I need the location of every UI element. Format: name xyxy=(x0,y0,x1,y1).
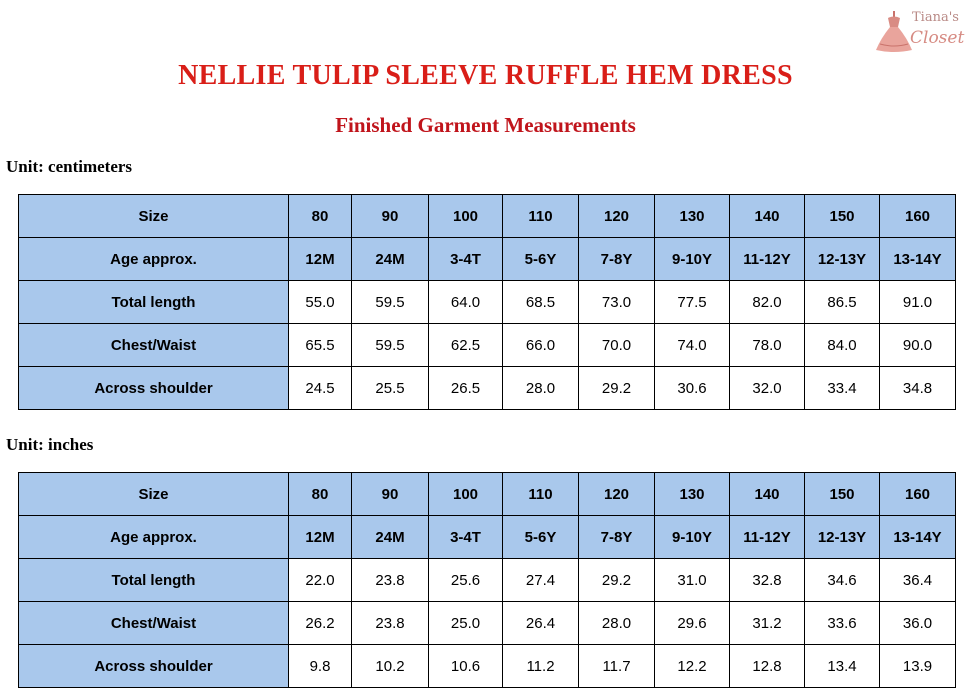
age-cell: 24M xyxy=(352,516,429,559)
value-cell: 25.0 xyxy=(429,602,503,645)
table-row xyxy=(19,281,956,324)
dress-icon xyxy=(874,10,914,52)
measurement-table-cm xyxy=(18,194,956,410)
size-cell: 100 xyxy=(429,195,503,238)
age-cell: 9-10Y xyxy=(655,516,730,559)
value-cell: 29.6 xyxy=(655,602,730,645)
size-cell: 160 xyxy=(880,473,956,516)
age-row xyxy=(19,238,956,281)
value-cell: 77.5 xyxy=(655,281,730,324)
value-cell: 33.6 xyxy=(805,602,880,645)
value-cell: 23.8 xyxy=(352,602,429,645)
page-title: NELLIE TULIP SLEEVE RUFFLE HEM DRESS xyxy=(178,60,793,91)
age-row xyxy=(19,516,956,559)
size-cell: 160 xyxy=(880,195,956,238)
measurement-table-inches xyxy=(18,472,956,688)
value-cell: 34.6 xyxy=(805,559,880,602)
age-cell: 3-4T xyxy=(429,238,503,281)
size-cell: 130 xyxy=(655,473,730,516)
value-cell: 78.0 xyxy=(730,324,805,367)
logo-text-top: Tiana's xyxy=(912,10,959,25)
unit-label-inches: Unit: inches xyxy=(6,435,94,454)
value-cell: 26.2 xyxy=(289,602,352,645)
value-cell: 26.4 xyxy=(503,602,579,645)
value-cell: 68.5 xyxy=(503,281,579,324)
value-cell: 31.2 xyxy=(730,602,805,645)
value-cell: 11.2 xyxy=(503,645,579,688)
value-cell: 25.6 xyxy=(429,559,503,602)
value-cell: 70.0 xyxy=(579,324,655,367)
value-cell: 27.4 xyxy=(503,559,579,602)
size-cell: 80 xyxy=(289,473,352,516)
value-cell: 59.5 xyxy=(352,324,429,367)
value-cell: 31.0 xyxy=(655,559,730,602)
value-cell: 74.0 xyxy=(655,324,730,367)
value-cell: 36.4 xyxy=(880,559,956,602)
row-label: Size xyxy=(19,195,289,238)
age-cell: 11-12Y xyxy=(730,238,805,281)
value-cell: 55.0 xyxy=(289,281,352,324)
value-cell: 22.0 xyxy=(289,559,352,602)
value-cell: 10.2 xyxy=(352,645,429,688)
value-cell: 82.0 xyxy=(730,281,805,324)
value-cell: 29.2 xyxy=(579,367,655,410)
value-cell: 24.5 xyxy=(289,367,352,410)
value-cell: 64.0 xyxy=(429,281,503,324)
value-cell: 23.8 xyxy=(352,559,429,602)
age-cell: 5-6Y xyxy=(503,238,579,281)
row-label: Chest/Waist xyxy=(19,602,289,645)
table-row xyxy=(19,645,956,688)
age-cell: 12-13Y xyxy=(805,238,880,281)
value-cell: 62.5 xyxy=(429,324,503,367)
value-cell: 9.8 xyxy=(289,645,352,688)
value-cell: 33.4 xyxy=(805,367,880,410)
age-cell: 12-13Y xyxy=(805,516,880,559)
age-cell: 3-4T xyxy=(429,516,503,559)
age-cell: 13-14Y xyxy=(880,238,956,281)
size-row xyxy=(19,195,956,238)
size-cell: 90 xyxy=(352,473,429,516)
value-cell: 90.0 xyxy=(880,324,956,367)
value-cell: 10.6 xyxy=(429,645,503,688)
table-row xyxy=(19,559,956,602)
value-cell: 73.0 xyxy=(579,281,655,324)
row-label: Total length xyxy=(19,281,289,324)
value-cell: 66.0 xyxy=(503,324,579,367)
age-cell: 12M xyxy=(289,516,352,559)
size-cell: 120 xyxy=(579,195,655,238)
size-cell: 140 xyxy=(730,473,805,516)
age-cell: 24M xyxy=(352,238,429,281)
row-label: Age approx. xyxy=(19,238,289,281)
row-label: Chest/Waist xyxy=(19,324,289,367)
size-cell: 130 xyxy=(655,195,730,238)
value-cell: 28.0 xyxy=(579,602,655,645)
row-label: Size xyxy=(19,473,289,516)
size-cell: 140 xyxy=(730,195,805,238)
value-cell: 34.8 xyxy=(880,367,956,410)
value-cell: 91.0 xyxy=(880,281,956,324)
value-cell: 30.6 xyxy=(655,367,730,410)
unit-label-cm: Unit: centimeters xyxy=(6,157,133,176)
table-row xyxy=(19,602,956,645)
table-row xyxy=(19,367,956,410)
row-label: Age approx. xyxy=(19,516,289,559)
age-cell: 9-10Y xyxy=(655,238,730,281)
value-cell: 12.2 xyxy=(655,645,730,688)
value-cell: 12.8 xyxy=(730,645,805,688)
value-cell: 25.5 xyxy=(352,367,429,410)
size-cell: 120 xyxy=(579,473,655,516)
row-label: Total length xyxy=(19,559,289,602)
value-cell: 28.0 xyxy=(503,367,579,410)
row-label: Across shoulder xyxy=(19,645,289,688)
value-cell: 86.5 xyxy=(805,281,880,324)
value-cell: 32.8 xyxy=(730,559,805,602)
size-cell: 100 xyxy=(429,473,503,516)
age-cell: 5-6Y xyxy=(503,516,579,559)
size-cell: 80 xyxy=(289,195,352,238)
size-row xyxy=(19,473,956,516)
size-cell: 110 xyxy=(503,195,579,238)
size-cell: 90 xyxy=(352,195,429,238)
table-row xyxy=(19,324,956,367)
value-cell: 32.0 xyxy=(730,367,805,410)
page-subtitle: Finished Garment Measurements xyxy=(335,113,636,137)
size-cell: 150 xyxy=(805,195,880,238)
value-cell: 13.4 xyxy=(805,645,880,688)
value-cell: 13.9 xyxy=(880,645,956,688)
brand-logo xyxy=(870,6,966,52)
size-cell: 150 xyxy=(805,473,880,516)
value-cell: 59.5 xyxy=(352,281,429,324)
age-cell: 7-8Y xyxy=(579,238,655,281)
value-cell: 36.0 xyxy=(880,602,956,645)
age-cell: 7-8Y xyxy=(579,516,655,559)
value-cell: 11.7 xyxy=(579,645,655,688)
value-cell: 65.5 xyxy=(289,324,352,367)
value-cell: 84.0 xyxy=(805,324,880,367)
value-cell: 29.2 xyxy=(579,559,655,602)
size-cell: 110 xyxy=(503,473,579,516)
age-cell: 11-12Y xyxy=(730,516,805,559)
value-cell: 26.5 xyxy=(429,367,503,410)
age-cell: 13-14Y xyxy=(880,516,956,559)
age-cell: 12M xyxy=(289,238,352,281)
row-label: Across shoulder xyxy=(19,367,289,410)
logo-text-bottom: Closet xyxy=(910,28,965,48)
